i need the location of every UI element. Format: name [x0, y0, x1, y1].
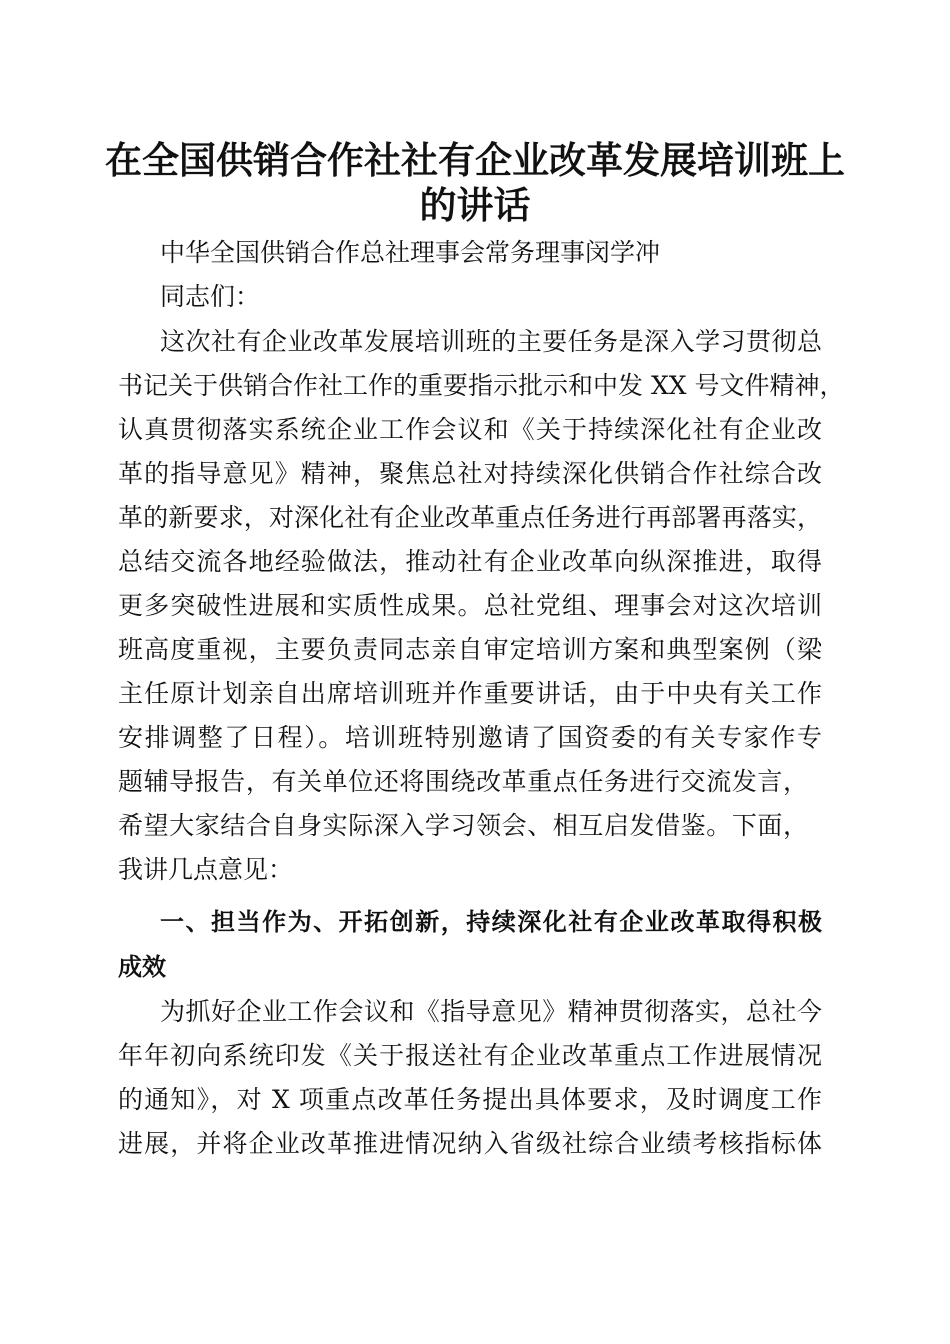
paragraph-line: 我讲几点意见：: [118, 855, 294, 884]
paragraph-line: 班高度重视，主要负责同志亲自审定培训方案和典型案例（梁: [118, 635, 822, 664]
heading-line: 一、担当作为、开拓创新，持续深化社有企业改革取得积极: [160, 908, 822, 936]
paragraph-line: 主任原计划亲自出席培训班并作重要讲话，由于中央有关工作: [118, 679, 822, 708]
document-title-line-1: 在全国供销合作社社有企业改革发展培训班上: [105, 138, 845, 182]
document-title-line-2: 的讲话: [419, 183, 531, 227]
paragraph-line: 更多突破性进展和实质性成果。总社党组、理事会对这次培训: [118, 591, 822, 620]
paragraph-line: 认真贯彻落实系统企业工作会议和《关于持续深化社有企业改: [118, 415, 822, 444]
paragraph-line: 革的指导意见》精神，聚焦总社对持续深化供销合作社综合改: [118, 459, 822, 488]
paragraph-line: 安排调整了日程）。培训班特别邀请了国资委的有关专家作专: [118, 723, 822, 752]
paragraph-line: 总结交流各地经验做法，推动社有企业改革向纵深推进，取得: [118, 547, 822, 576]
paragraph-line: 书记关于供销合作社工作的重要指示批示和中发 XX 号文件精神，: [118, 371, 845, 400]
paragraph-line: 希望大家结合自身实际深入学习领会、相互启发借鉴。下面，: [118, 811, 808, 840]
salutation: 同志们：: [160, 282, 261, 311]
author-line: 中华全国供销合作总社理事会常务理事闵学冲: [160, 238, 661, 267]
heading-line: 成效: [118, 953, 166, 981]
paragraph-line: 年年初向系统印发《关于报送社有企业改革重点工作进展情况: [118, 1041, 822, 1070]
paragraph-line: 为抓好企业工作会议和《指导意见》精神贯彻落实，总社今: [160, 997, 822, 1026]
paragraph-line: 进展，并将企业改革推进情况纳入省级社综合业绩考核指标体: [118, 1129, 822, 1158]
paragraph-line: 革的新要求，对深化社有企业改革重点任务进行再部署再落实，: [118, 503, 822, 532]
paragraph-line: 这次社有企业改革发展培训班的主要任务是深入学习贯彻总: [160, 327, 822, 356]
paragraph-line: 题辅导报告，有关单位还将围绕改革重点任务进行交流发言，: [118, 767, 808, 796]
paragraph-line: 的通知》，对 X 项重点改革任务提出具体要求，及时调度工作: [118, 1085, 822, 1114]
